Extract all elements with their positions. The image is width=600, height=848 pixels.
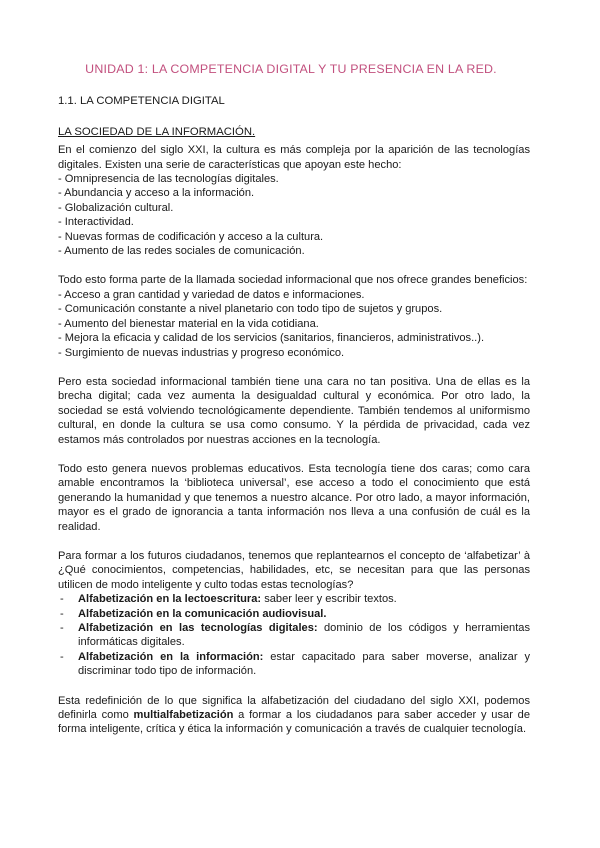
characteristics-list — [58, 172, 530, 258]
list-item: - Abundancia y acceso a la información. — [58, 187, 255, 200]
literacy-description: estar capacitado para saber moverse, analizar y discriminar todo tipo de información. — [78, 650, 531, 678]
closing-key-term: multialfabetización — [133, 709, 234, 722]
list-item: - Globalización cultural. — [58, 201, 174, 214]
alfabetizar-paragraph: Para formar a los futuros ciudadanos, tenemos que replantearnos el concepto de ‘alfabetizar’ à ¿Qué conocimientos, competencias, habilidades, etc, se necesitan para que las personas utilicen de modo inteligente y culto todas estas tecnologías? — [58, 549, 530, 591]
list-item: - Comunicación constante a nivel planetario con todo tipo de sujetos y grupos. — [58, 303, 443, 316]
problems-paragraph: Todo esto genera nuevos problemas educativos. Esta tecnología tiene dos caras; como cara amable encontramos la ‘biblioteca universal’, ese acceso a todo el conocimiento que está generando la humanidad y que tenemos a nuestro alcance. Por otro lado, a mayor información, mayor es el grado de ignorancia a tanta información nos lleva a una confusión de cuál es la realidad. — [58, 462, 530, 533]
list-item: - Aumento del bienestar material en la vida cotidiana. — [58, 317, 319, 330]
list-item — [58, 650, 530, 679]
unit-title: UNIDAD 1: LA COMPETENCIA DIGITAL Y TU PRESENCIA EN LA RED. — [85, 62, 497, 76]
dash-marker: - — [60, 593, 64, 606]
list-item: - Surgimiento de nuevas industrias y progreso económico. — [58, 346, 345, 359]
benefits-list — [58, 288, 530, 360]
literacy-term: Alfabetización en la información: — [78, 650, 264, 663]
list-item: - Acceso a gran cantidad y variedad de datos e informaciones. — [58, 288, 365, 301]
closing-text-before: Esta redefinición de lo que significa la alfabetización del ciudadano del siglo XXI, podemos definirla como — [58, 694, 530, 722]
literacy-description: saber leer y escribir textos. — [261, 593, 397, 606]
list-item — [58, 592, 530, 606]
document-page — [58, 62, 530, 737]
subsection-heading: LA SOCIEDAD DE LA INFORMACIÓN. — [58, 125, 256, 138]
list-item: - Nuevas formas de codificación y acceso a la cultura. — [58, 230, 324, 243]
literacy-term: Alfabetización en las tecnologías digitales: — [78, 622, 318, 634]
closing-paragraph — [58, 694, 530, 737]
dash-marker: - — [60, 650, 64, 663]
list-item: - Omnipresencia de las tecnologías digitales. — [58, 173, 279, 186]
list-item: - Mejora la eficacia y calidad de los servicios (sanitarios, financieros, administrativos..). — [58, 332, 485, 345]
literacy-term: Alfabetización en la comunicación audiovisual. — [78, 607, 327, 620]
section-heading: 1.1. LA COMPETENCIA DIGITAL — [58, 95, 225, 108]
negative-paragraph: Pero esta sociedad informacional también tiene una cara no tan positiva. Una de ellas es la brecha digital; cada vez aumenta la desigualdad cultural y económica. Por otro lado, la sociedad se está volviendo tecnológicamente dependiente. También tendemos al uniformismo cultural, en donde la cultura se usa como consumo. Y la pérdida de privacidad, cada vez estamos más controlados por nuestras acciones en la tecnología. — [58, 375, 530, 446]
list-item — [58, 621, 530, 650]
list-item: - Interactividad. — [58, 216, 134, 229]
list-item — [58, 607, 530, 621]
dash-marker: - — [60, 607, 64, 620]
literacy-term: Alfabetización en la lectoescritura: — [78, 593, 262, 606]
list-item: - Aumento de las redes sociales de comunicación. — [58, 245, 305, 258]
closing-text-after: a formar a los ciudadanos para saber acceder y usar de forma inteligente, crítica y ética la información y comunicación a través de cualquier tecnología. — [58, 709, 530, 736]
benefits-intro: Todo esto forma parte de la llamada sociedad informacional que nos ofrece grandes beneficios: — [58, 274, 528, 287]
literacy-description: dominio de los códigos y herramientas informáticas digitales. — [78, 622, 530, 649]
dash-marker: - — [60, 622, 64, 634]
literacies-list — [58, 592, 530, 678]
intro-paragraph: En el comienzo del siglo XXI, la cultura es más compleja por la aparición de las tecnologías digitales. Existen una serie de características que apoyan este hecho: — [58, 144, 530, 171]
